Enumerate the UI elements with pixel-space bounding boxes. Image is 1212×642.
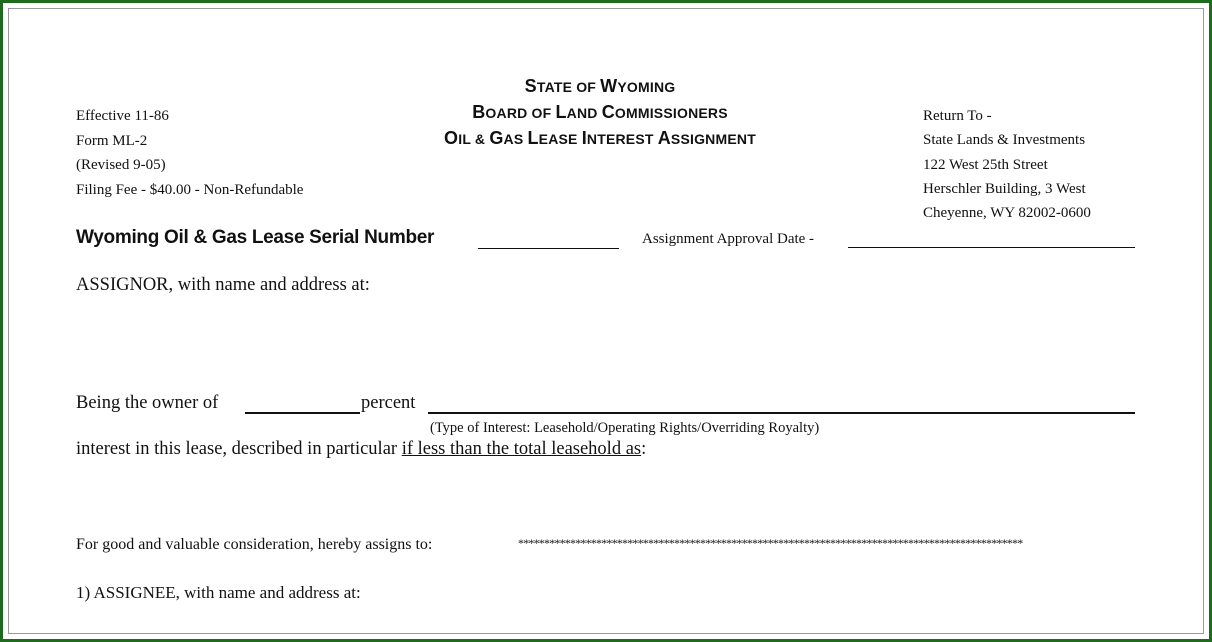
interest-type-note: (Type of Interest: Leasehold/Operating Rights/Overriding Royalty) [430,420,820,436]
title-line-1: STATE OF WYOMING [524,76,676,96]
consideration-text: For good and valuable consideration, hereby assigns to: [76,536,433,553]
approval-date-label: Assignment Approval Date - [642,231,815,247]
lease-serial-field[interactable] [478,248,619,249]
assignor-label: ASSIGNOR, with name and address at: [76,275,370,295]
owner-prefix: Being the owner of [76,393,219,413]
effective-date: Effective 11-86 [76,108,169,124]
lease-serial-label: Wyoming Oil & Gas Lease Serial Number [76,227,435,248]
title-line-2: BOARD OF LAND COMMISSIONERS [472,102,728,122]
return-street: 122 West 25th Street [923,156,1048,173]
revision-date: (Revised 9-05) [76,157,166,173]
consideration-stars: ************************************************************************************************* [518,536,1023,550]
return-to-label: Return To - [923,108,992,124]
title-line-3: OIL & GAS LEASE INTEREST ASSIGNMENT [444,128,756,148]
form-metadata [76,104,303,202]
filing-fee: Filing Fee - $40.00 - Non-Refundable [76,181,304,198]
percent-field[interactable] [245,412,360,414]
approval-date-field[interactable] [848,247,1135,248]
return-address [923,104,1091,225]
form-number: Form ML-2 [76,132,148,149]
assignee-label: 1) ASSIGNEE, with name and address at: [76,583,361,602]
return-city: Cheyenne, WY 82002-0600 [923,205,1091,222]
return-building: Herschler Building, 3 West [923,180,1086,197]
interest-description: interest in this lease, described in particular if less than the total leasehold as: [76,439,647,459]
percent-label: percent [361,393,416,413]
interest-type-field[interactable] [428,412,1135,414]
return-agency: State Lands & Investments [923,132,1086,149]
